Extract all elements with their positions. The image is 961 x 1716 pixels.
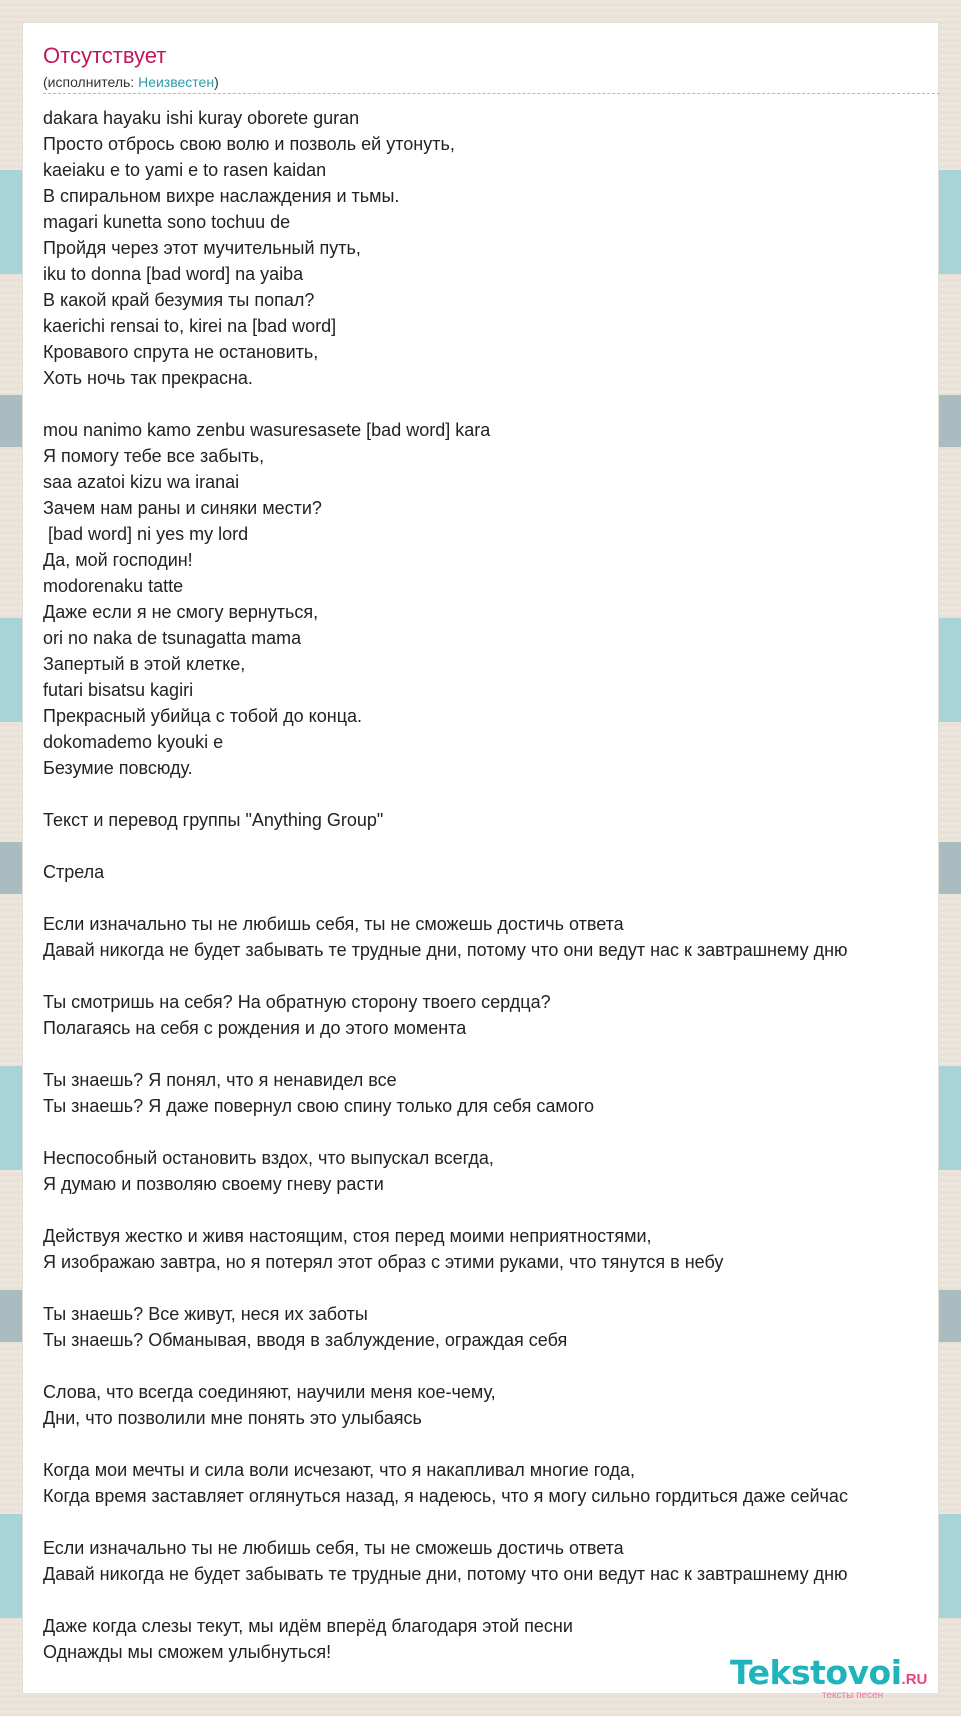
lyric-line: Просто отбрось свою волю и позволь ей утонуть,	[43, 134, 455, 154]
lyric-line: Однажды мы сможем улыбнуться!	[43, 1642, 332, 1662]
lyric-line: Я помогу тебе все забыть,	[43, 446, 265, 466]
lyrics-card	[22, 22, 939, 1701]
song-title: Отсутствует	[43, 43, 167, 68]
lyric-line: ori no naka de tsunagatta mama	[43, 628, 302, 648]
lyric-line: Ты смотришь на себя? На обратную сторону твоего сердца?	[43, 992, 551, 1012]
lyric-line: Да, мой господин!	[43, 550, 193, 570]
lyric-line: dokomademo kyouki e	[43, 732, 224, 752]
lyric-line	[43, 1275, 848, 1301]
lyric-line: Когда мои мечты и сила воли исчезают, что я накапливал многие года,	[43, 1460, 636, 1480]
lyric-line: Зачем нам раны и синяки мести?	[43, 498, 322, 518]
lyric-line	[43, 885, 848, 911]
lyric-line: dakara hayaku ishi kuray oborete guran	[43, 108, 360, 128]
header-divider	[43, 93, 940, 94]
lyric-line	[43, 963, 848, 989]
lyric-line: Полагаясь на себя с рождения и до этого момента	[43, 1018, 467, 1038]
lyric-line: Слова, что всегда соединяют, научили меня кое-чему,	[43, 1382, 496, 1402]
lyric-line: Давай никогда не будет забывать те трудные дни, потому что они ведут нас к завтрашнему дню	[43, 1564, 848, 1584]
lyric-line: Давай никогда не будет забывать те трудные дни, потому что они ведут нас к завтрашнему дню	[43, 940, 848, 960]
logo-tagline: тексты песен	[822, 1690, 884, 1701]
lyric-line: Я думаю и позволяю своему гневу расти	[43, 1174, 384, 1194]
lyric-line: mou nanimo kamo zenbu wasuresasete [bad word] kara	[43, 420, 491, 440]
artist-byline	[43, 73, 918, 91]
lyric-line: Ты знаешь? Я даже повернул свою спину только для себя самого	[43, 1096, 594, 1116]
lyric-line	[43, 1587, 848, 1613]
lyric-line	[43, 1509, 848, 1535]
lyric-line: kaeiaku e to yami e to rasen kaidan	[43, 160, 327, 180]
lyric-line: Текст и перевод группы "Anything Group"	[43, 810, 384, 830]
lyric-line: Дни, что позволили мне понять это улыбаясь	[43, 1408, 422, 1428]
lyric-line	[43, 1431, 848, 1457]
song-header	[43, 43, 918, 91]
lyric-line	[43, 391, 848, 417]
artist-link[interactable]: Неизвестен	[138, 74, 215, 90]
lyric-line: Действуя жестко и живя настоящим, стоя перед моими неприятностями,	[43, 1226, 652, 1246]
lyric-line	[43, 1353, 848, 1379]
lyric-line: kaerichi rensai to, kirei na [bad word]	[43, 316, 337, 336]
lyric-line: saa azatoi kizu wa iranai	[43, 472, 240, 492]
lyric-line	[43, 1119, 848, 1145]
lyric-line: Кровавого спрута не остановить,	[43, 342, 319, 362]
lyric-line: Я изображаю завтра, но я потерял этот образ с этими руками, что тянутся в небу	[43, 1252, 724, 1272]
lyric-line: Ты знаешь? Я понял, что я ненавидел все	[43, 1070, 397, 1090]
lyric-line: Ты знаешь? Обманывая, вводя в заблуждение, ограждая себя	[43, 1330, 568, 1350]
lyric-line: Даже если я не смогу вернуться,	[43, 602, 319, 622]
lyric-line: modorenaku tatte	[43, 576, 184, 596]
lyric-line: Когда время заставляет оглянуться назад, я надеюсь, что я могу сильно гордиться даже сейчас	[43, 1486, 848, 1506]
lyric-line: В спиральном вихре наслаждения и тьмы.	[43, 186, 400, 206]
logo-name: Tekstovoi	[730, 1653, 902, 1692]
lyric-line: Стрела	[43, 862, 105, 882]
lyric-line: magari kunetta sono tochuu de	[43, 212, 291, 232]
byline-suffix: )	[214, 74, 219, 90]
lyrics-text	[43, 105, 848, 1665]
lyric-line: [bad word] ni yes my lord	[43, 524, 249, 544]
byline-prefix: (исполнитель:	[43, 74, 139, 90]
lyric-line: Даже когда слезы текут, мы идём вперёд благодаря этой песни	[43, 1616, 573, 1636]
lyric-line: iku to donna [bad word] na yaiba	[43, 264, 304, 284]
lyric-line	[43, 1041, 848, 1067]
lyric-line: Хоть ночь так прекрасна.	[43, 368, 253, 388]
lyric-line: Запертый в этой клетке,	[43, 654, 246, 674]
lyric-line: Ты знаешь? Все живут, неся их заботы	[43, 1304, 368, 1324]
logo-tld: .RU	[901, 1671, 928, 1688]
lyric-line: Если изначально ты не любишь себя, ты не сможешь достичь ответа	[43, 914, 624, 934]
lyric-line	[43, 1197, 848, 1223]
lyric-line: Прекрасный убийца с тобой до конца.	[43, 706, 363, 726]
lyric-line: В какой край безумия ты попал?	[43, 290, 315, 310]
lyric-line: Если изначально ты не любишь себя, ты не сможешь достичь ответа	[43, 1538, 624, 1558]
lyric-line	[43, 833, 848, 859]
lyric-line: Неспособный остановить вздох, что выпускал всегда,	[43, 1148, 494, 1168]
tekstovoi-logo[interactable]	[730, 1653, 936, 1701]
lyric-line: futari bisatsu kagiri	[43, 680, 194, 700]
lyric-line: Безумие повсюду.	[43, 758, 193, 778]
lyric-line	[43, 781, 848, 807]
lyric-line: Пройдя через этот мучительный путь,	[43, 238, 361, 258]
